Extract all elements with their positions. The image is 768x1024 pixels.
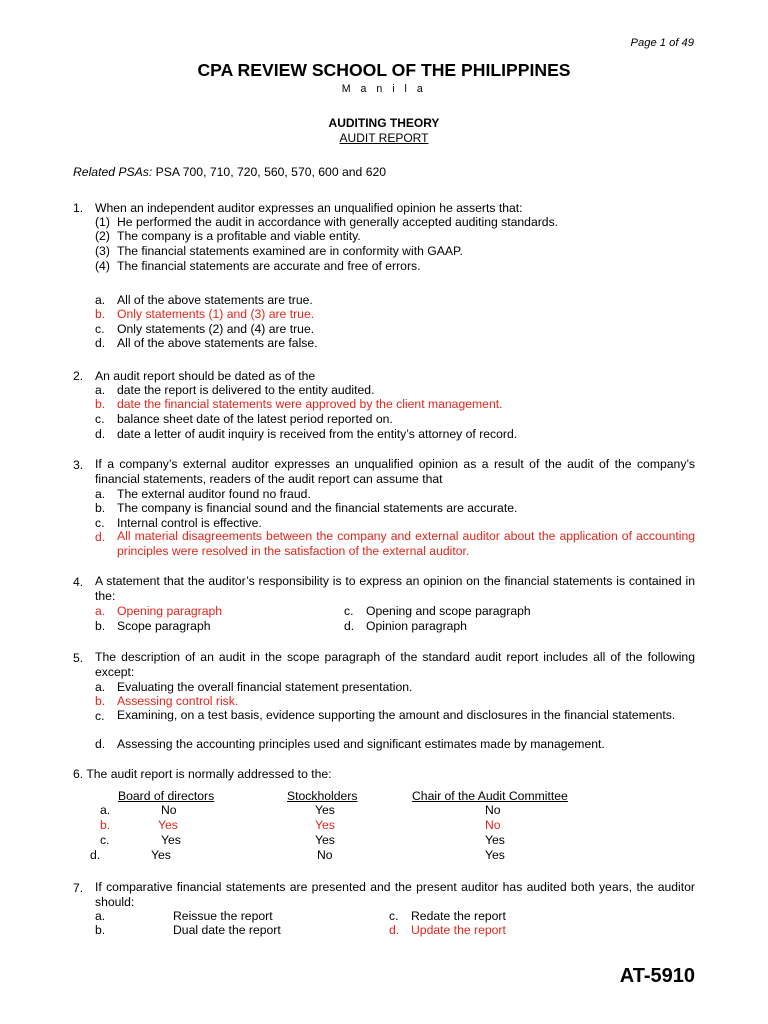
q1-choice-d-letter: d. bbox=[95, 336, 106, 350]
q1-number: 1. bbox=[73, 201, 84, 215]
q5-choice-a-letter: a. bbox=[95, 680, 106, 694]
document-code: AT-5910 bbox=[619, 965, 695, 987]
q7-choice-c-letter: c. bbox=[389, 909, 399, 923]
q4-choice-c: Opening and scope paragraph bbox=[366, 604, 531, 618]
q1-statement-2: The company is a profitable and viable entity. bbox=[117, 229, 361, 243]
q1-statement-1: He performed the audit in accordance with generally accepted auditing standards. bbox=[117, 215, 559, 229]
q1-statement-4-num: (4) bbox=[95, 259, 110, 273]
q5-choice-b-letter: b. bbox=[95, 694, 106, 708]
q3-choice-a-letter: a. bbox=[95, 487, 106, 501]
q3-stem: If a company’s external auditor expresses an unqualified opinion as a result of the audit of the company’s financial statements, readers of the audit report can assume that bbox=[95, 457, 695, 486]
q6-row-c-board: Yes bbox=[161, 833, 181, 847]
related-text: PSA 700, 710, 720, 560, 570, 600 and 620 bbox=[152, 165, 387, 179]
q6-header-stockholders: Stockholders bbox=[287, 789, 358, 803]
q1-statement-1-num: (1) bbox=[95, 215, 110, 229]
q6-row-b-stockholders: Yes bbox=[315, 818, 335, 832]
q4-choice-d: Opinion paragraph bbox=[366, 619, 467, 633]
q6-header-chair: Chair of the Audit Committee bbox=[412, 789, 568, 803]
topic-title: AUDIT REPORT bbox=[339, 131, 429, 145]
q6-stem: 6. The audit report is normally addressed to the: bbox=[73, 767, 332, 781]
q6-row-d-board: Yes bbox=[151, 848, 171, 862]
q7-number: 7. bbox=[73, 881, 84, 895]
q7-choice-b: Dual date the report bbox=[173, 923, 281, 937]
q1-choice-b-letter: b. bbox=[95, 307, 106, 321]
q3-choice-b: The company is financial sound and the financial statements are accurate. bbox=[117, 501, 518, 515]
q1-choice-a: All of the above statements are true. bbox=[117, 293, 313, 307]
q1-choice-a-letter: a. bbox=[95, 293, 106, 307]
q4-number: 4. bbox=[73, 575, 84, 589]
q4-choice-c-letter: c. bbox=[344, 604, 354, 618]
page-number: Page 1 of 49 bbox=[630, 37, 694, 49]
q2-choice-b-answer: date the financial statements were approved by the client management. bbox=[117, 397, 503, 411]
q6-row-b-chair: No bbox=[485, 818, 501, 832]
q6-header-board: Board of directors bbox=[118, 789, 215, 803]
q3-choice-c: Internal control is effective. bbox=[117, 516, 262, 530]
q6-row-a-letter: a. bbox=[100, 803, 111, 817]
q2-choice-c-letter: c. bbox=[95, 412, 105, 426]
q4-choice-a-letter-text: a. bbox=[95, 604, 106, 618]
q6-row-a-board: No bbox=[161, 803, 177, 817]
q6-row-a-stockholders: Yes bbox=[315, 803, 335, 817]
subject-title: AUDITING THEORY bbox=[328, 116, 440, 130]
q3-number: 3. bbox=[73, 458, 84, 472]
q1-statement-3-num: (3) bbox=[95, 244, 110, 258]
q1-statement-2-num: (2) bbox=[95, 229, 110, 243]
q6-row-d-stockholders: No bbox=[317, 848, 333, 862]
q6-row-c-letter: c. bbox=[100, 833, 110, 847]
q5-choice-a: Evaluating the overall financial statement presentation. bbox=[117, 680, 413, 694]
q1-choice-c-letter: c. bbox=[95, 322, 105, 336]
q5-stem: The description of an audit in the scope paragraph of the standard audit report includes all of the following except: bbox=[95, 650, 695, 679]
q1-choice-c: Only statements (2) and (4) are true. bbox=[117, 322, 315, 336]
q2-choice-a-letter: a. bbox=[95, 383, 106, 397]
q5-choice-d: Assessing the accounting principles used and significant estimates made by management. bbox=[117, 737, 605, 751]
q6-row-b-letter: b. bbox=[100, 818, 111, 832]
q3-choice-a: The external auditor found no fraud. bbox=[117, 487, 311, 501]
q4-stem: A statement that the auditor’s responsibility is to express an opinion on the financial statements is contained in the: bbox=[95, 574, 695, 603]
q2-choice-b-letter: b. bbox=[95, 397, 106, 411]
school-title: CPA REVIEW SCHOOL OF THE PHILIPPINES bbox=[197, 60, 571, 80]
q7-choice-d-answer: Update the report bbox=[411, 923, 506, 937]
q1-statement-3: The financial statements examined are in conformity with GAAP. bbox=[117, 244, 463, 258]
q6-row-d-letter: d. bbox=[90, 848, 101, 862]
q4-choice-a-letter bbox=[95, 605, 105, 617]
q5-choice-d-letter: d. bbox=[95, 737, 106, 751]
q1-choice-b-answer: Only statements (1) and (3) are true. bbox=[117, 307, 315, 321]
q7-choice-c: Redate the report bbox=[411, 909, 506, 923]
school-city: M a n i l a bbox=[341, 83, 427, 95]
q6-row-a-chair: No bbox=[485, 803, 501, 817]
q6-row-c-chair: Yes bbox=[485, 833, 505, 847]
q2-choice-d-letter: d. bbox=[95, 427, 106, 441]
q5-choice-b-answer: Assessing control risk. bbox=[117, 694, 239, 708]
q5-number: 5. bbox=[73, 651, 84, 665]
related-label: Related PSAs: bbox=[73, 165, 153, 179]
q2-choice-a: date the report is delivered to the entity audited. bbox=[117, 383, 375, 397]
q5-choice-c-letter: c. bbox=[95, 709, 105, 723]
q4-choice-b-letter: b. bbox=[95, 619, 106, 633]
q7-choice-a-letter: a. bbox=[95, 909, 106, 923]
q5-choice-c: Examining, on a test basis, evidence supporting the amount and disclosures in the financial statements. bbox=[117, 708, 676, 722]
q4-choice-d-letter: d. bbox=[344, 619, 355, 633]
q2-choice-d: date a letter of audit inquiry is received from the entity’s attorney of record. bbox=[117, 427, 518, 441]
q6-row-b-board: Yes bbox=[158, 818, 178, 832]
q1-choice-d: All of the above statements are false. bbox=[117, 336, 318, 350]
q3-choice-b-letter: b. bbox=[95, 501, 106, 515]
q4-choice-b: Scope paragraph bbox=[117, 619, 211, 633]
q1-stem: When an independent auditor expresses an unqualified opinion he asserts that: bbox=[95, 201, 523, 215]
q2-number: 2. bbox=[73, 369, 84, 383]
q1-statement-4: The financial statements are accurate and free of errors. bbox=[117, 259, 421, 273]
q3-choice-d-answer: All material disagreements between the company and external auditor about the application of accounting principles were resolved in the satisfaction of the external auditor. bbox=[117, 529, 695, 558]
q6-row-c-stockholders: Yes bbox=[315, 833, 335, 847]
q2-choice-c: balance sheet date of the latest period reported on. bbox=[117, 412, 393, 426]
q2-stem: An audit report should be dated as of the bbox=[95, 369, 316, 383]
q4-choice-a-answer: Opening paragraph bbox=[117, 604, 223, 618]
q7-choice-d-letter: d. bbox=[389, 923, 400, 937]
q3-choice-c-letter: c. bbox=[95, 516, 105, 530]
related-psas bbox=[73, 166, 386, 178]
q7-stem: If comparative financial statements are presented and the present auditor has audited both years, the auditor should: bbox=[95, 880, 695, 909]
q3-choice-d-letter: d. bbox=[95, 530, 106, 544]
q7-choice-b-letter: b. bbox=[95, 923, 106, 937]
q7-choice-a: Reissue the report bbox=[173, 909, 273, 923]
q6-row-d-chair: Yes bbox=[485, 848, 505, 862]
